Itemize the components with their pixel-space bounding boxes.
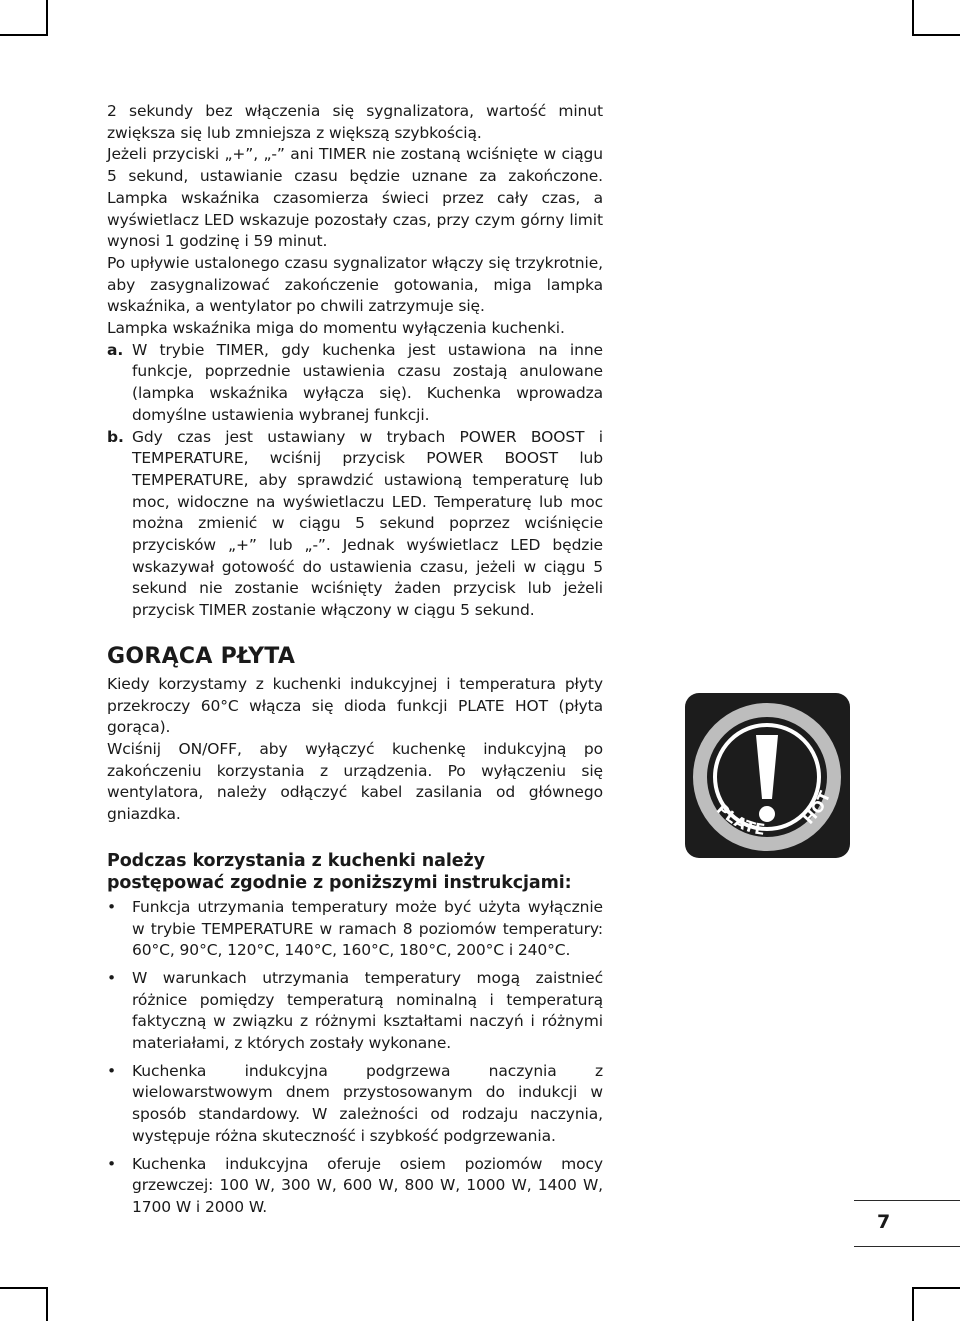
list-text: Kuchenka indukcyjna podgrzewa naczynia z wielowarstwowym dnem przystosowanym do indukcji w sposób standardowy. W zależności od rodzaju naczynia, występuje różna skuteczność i szybkość podgrzewania. <box>132 1061 603 1145</box>
hot-plate-heading: GORĄCA PŁYTA <box>107 643 296 669</box>
crop-mark <box>46 0 48 36</box>
crop-mark <box>0 1287 48 1289</box>
crop-mark <box>912 1287 914 1321</box>
list-label: b. <box>107 427 124 446</box>
exclamation-bar <box>756 735 778 799</box>
text-column <box>107 101 603 1225</box>
paragraph: Wciśnij ON/OFF, aby wyłączyć kuchenkę indukcyjną po zakończeniu korzystania z urządzenia. Po wyłączeniu się wentylatora, należy odłączyć kabel zasilania od głównego gniazdka. <box>107 739 603 824</box>
page-number-box <box>854 1200 960 1247</box>
list-item-a <box>107 340 603 427</box>
bullet-icon: • <box>107 1061 117 1080</box>
hot-label-path: HOT <box>799 787 835 828</box>
paragraph: Jeżeli przyciski „+”, „-” ani TIMER nie zostaną wciśnięte w ciągu 5 sekund, ustawianie czasu będzie uznane za zakończone. Lampka wskaźnika czasomierza świeci przez cały czas, a wyświetlacz LED wskazuje pozostały czas, przy czym górny limit wynosi 1 godzinę i 59 minut. <box>107 145 603 251</box>
list-text: Funkcja utrzymania temperatury może być użyta wyłącznie w trybie TEMPERATURE w ramach 8 poziomów temperatury: 60°C, 90°C, 120°C, 140°C, 160°C, 180°C, 200°C i 240°C. <box>132 897 603 960</box>
instructions-list <box>107 897 603 1219</box>
paragraph: Kiedy korzystamy z kuchenki indukcyjnej i temperatura płyty przekroczy 60°C włącza się dioda funkcji PLATE HOT (płyta gorąca). <box>107 674 603 737</box>
paragraph: Po upływie ustalonego czasu sygnalizator włączy się trzykrotnie, aby zasygnalizować zakończenie gotowania, miga lampka wskaźnika, a wentylator po chwili zatrzymuje się. <box>107 253 603 316</box>
bullet-icon: • <box>107 968 117 987</box>
plate-hot-warning-icon <box>685 693 850 858</box>
list-text: W warunkach utrzymania temperatury mogą zaistnieć różnice pomiędzy temperaturą nominalną i temperaturą faktyczną w związku z różnymi kształtami naczyń i różnymi materiałami, z których zostały wykonane. <box>132 968 603 1053</box>
plate-label-path: PLATE <box>712 800 768 840</box>
list-item <box>107 1154 603 1219</box>
list-text: Gdy czas jest ustawiany w trybach POWER BOOST i TEMPERATURE, wciśnij przycisk POWER BOOST lub TEMPERATURE, aby sprawdzić ustawioną temperaturę lub moc, widoczne na wyświetlaczu LED. Temperaturę lub moc można zmienić w ciągu 5 sekund poprzez wciśnięcie przycisków „+” lub „-”. Jednak wyświetlacz LED będzie wskazywał gotowość do ustawienia czasu, jeżeli w ciągu 5 sekund nie zostanie wciśnięty żaden przycisk lub jeżeli przycisk TIMER zostanie włączony w ciągu 5 sekund. <box>132 427 603 620</box>
crop-mark <box>912 34 960 36</box>
list-item <box>107 1061 603 1148</box>
exclamation-dot <box>759 806 775 822</box>
crop-mark <box>0 34 48 36</box>
page-number: 7 <box>877 1211 891 1233</box>
plate-hot-symbol <box>685 693 850 858</box>
list-item <box>107 968 603 1055</box>
list-text: Kuchenka indukcyjna oferuje osiem poziomów mocy grzewczej: 100 W, 300 W, 600 W, 800 W, 1000 W, 1400 W, 1700 W i 2000 W. <box>132 1154 603 1216</box>
instructions-heading: Podczas korzystania z kuchenki należy postępować zgodnie z poniższymi instrukcjami: <box>107 850 572 893</box>
bullet-icon: • <box>107 1154 117 1173</box>
list-text: W trybie TIMER, gdy kuchenka jest ustawiona na inne funkcje, poprzednie ustawienia czasu zostają anulowane (lampka wskaźnika wyłącza się). Kuchenka wprowadza domyślne ustawienia wybranej funkcji. <box>132 340 603 424</box>
list-item-b <box>107 427 603 622</box>
paragraph: Lampka wskaźnika miga do momentu wyłączenia kuchenki. <box>107 319 565 338</box>
list-item <box>107 897 603 962</box>
paragraph: 2 sekundy bez włączenia się sygnalizatora, wartość minut zwiększa się lub zmniejsza z większą szybkością. <box>107 102 603 142</box>
crop-mark <box>912 0 914 36</box>
bullet-icon: • <box>107 897 117 916</box>
crop-mark <box>912 1287 960 1289</box>
crop-mark <box>46 1287 48 1321</box>
list-label: a. <box>107 340 124 359</box>
